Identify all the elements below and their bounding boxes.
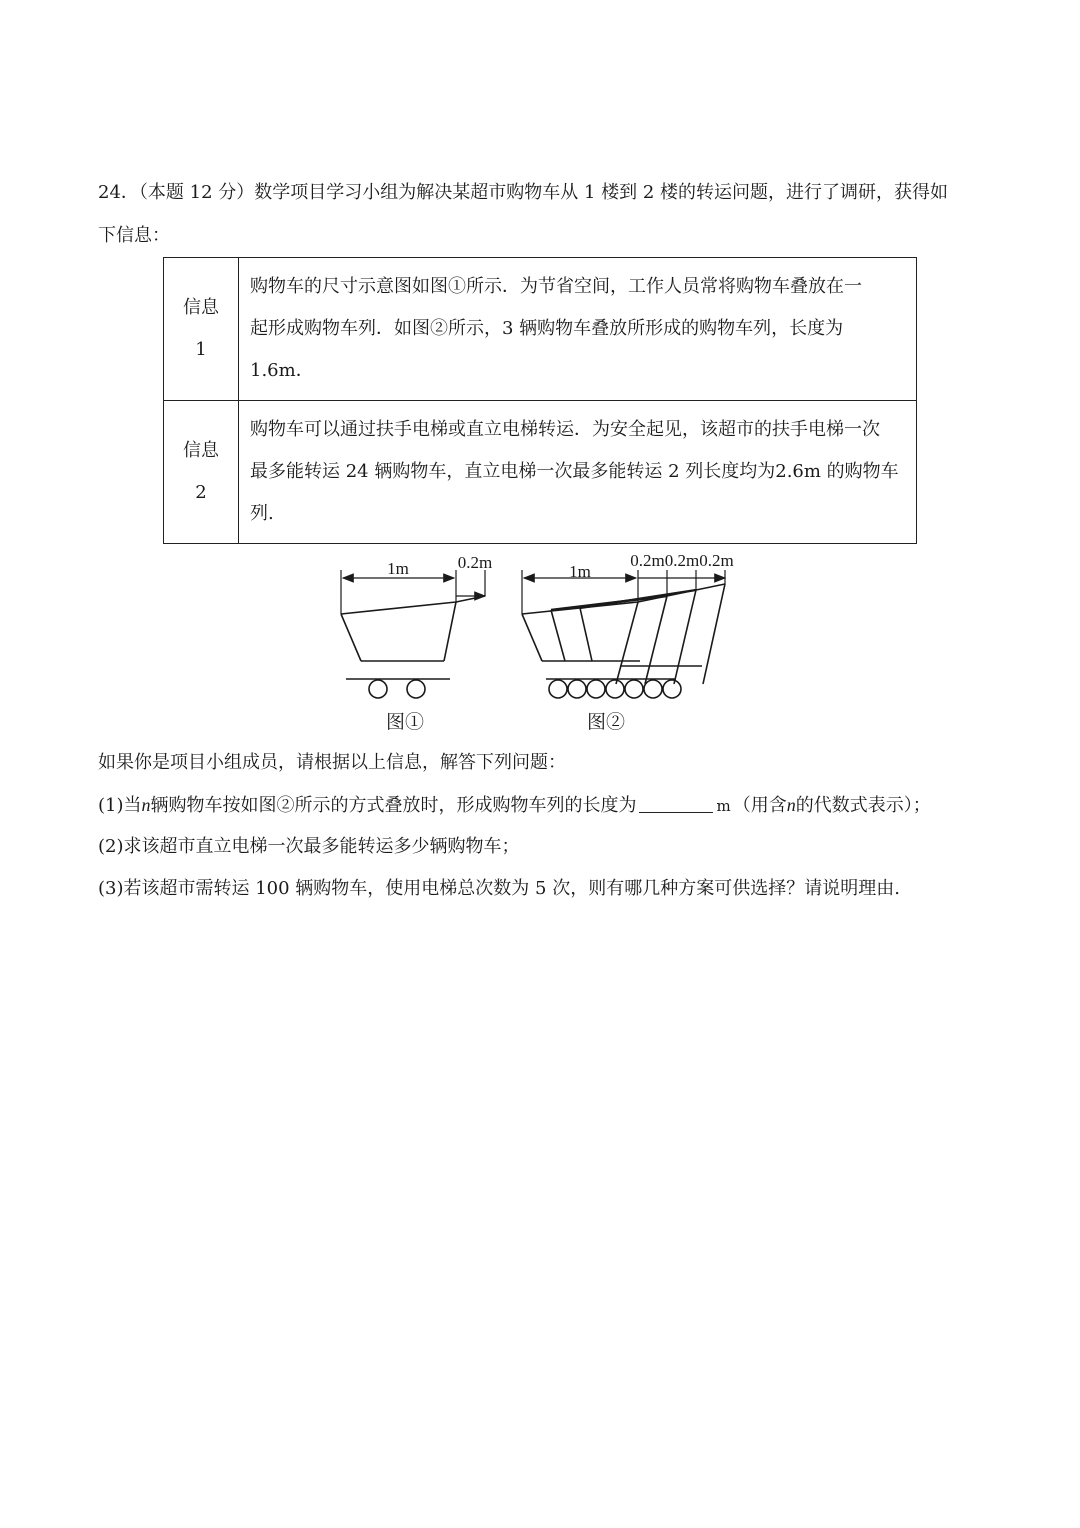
q1-part-1: (1)当 [98,795,142,816]
figure-1-dim-small: 0.2m [457,553,493,572]
question-2: (2)求该超市直立电梯一次最多能转运多少辆购物车； [98,836,520,857]
figure-2-dim-main: 1m [569,562,591,581]
question-1 [98,793,931,818]
info-row-1 [164,258,917,401]
info-1-line-3: 1.6m． [250,360,314,381]
q1-var-n: n [141,795,151,815]
q1-part-4: 的代数式表示）； [795,795,931,816]
figure-1-cart [341,570,485,698]
figure-1-dim-main: 1m [387,559,409,578]
figure-2-caption: 图② [586,712,626,733]
info-1-line-1: 购物车的尺寸示意图如图①所示．为节省空间，工作人员常将购物车叠放在一 [250,276,862,297]
q1-part-2: 辆购物车按如图②所示的方式叠放时，形成购物车列的长度为 [150,795,637,816]
info-label-2-top: 信息 [183,440,219,461]
q1-answer-blank[interactable] [639,794,713,813]
question-intro-line-2: 下信息： [98,225,170,246]
cart-figures [320,550,760,740]
info-table [163,257,917,544]
info-2-line-1: 购物车可以通过扶手电梯或直立电梯转运．为安全起见，该超市的扶手电梯一次 [250,419,880,440]
q1-part-3: （用含 [732,795,787,816]
info-label-2-bottom: 2 [195,482,207,503]
info-label-1-bottom: 1 [195,339,207,360]
q1-var-n-2: n [786,795,796,815]
q1-unit: m [716,797,731,815]
info-1-line-2: 起形成购物车列．如图②所示，3 辆购物车叠放所形成的购物车列，长度为 [250,318,844,339]
info-content-2 [239,401,917,544]
figure-2-cart-stack [522,570,725,698]
question-intro-line-1: 24．（本题 12 分）数学项目学习小组为解决某超市购物车从 1 楼到 2 楼的转运问题，进行了调研，获得如 [98,182,949,203]
info-2-line-2: 最多能转运 24 辆购物车，直立电梯一次最多能转运 2 列长度均为2.6m 的购物车 [250,461,899,482]
info-row-2 [164,401,917,544]
info-2-line-3: 列. [250,503,274,524]
info-label-1 [164,258,239,401]
figure-2-dim-small: 0.2m0.2m0.2m [630,551,734,570]
questions-lead: 如果你是项目小组成员，请根据以上信息，解答下列问题： [98,752,566,773]
info-label-1-top: 信息 [183,297,219,318]
figure-1-caption: 图① [385,712,425,733]
info-label-2 [164,401,239,544]
question-3: (3)若该超市需转运 100 辆购物车，使用电梯总次数为 5 次，则有哪几种方案可供选择？请说明理由. [98,878,900,899]
info-content-1 [239,258,917,401]
